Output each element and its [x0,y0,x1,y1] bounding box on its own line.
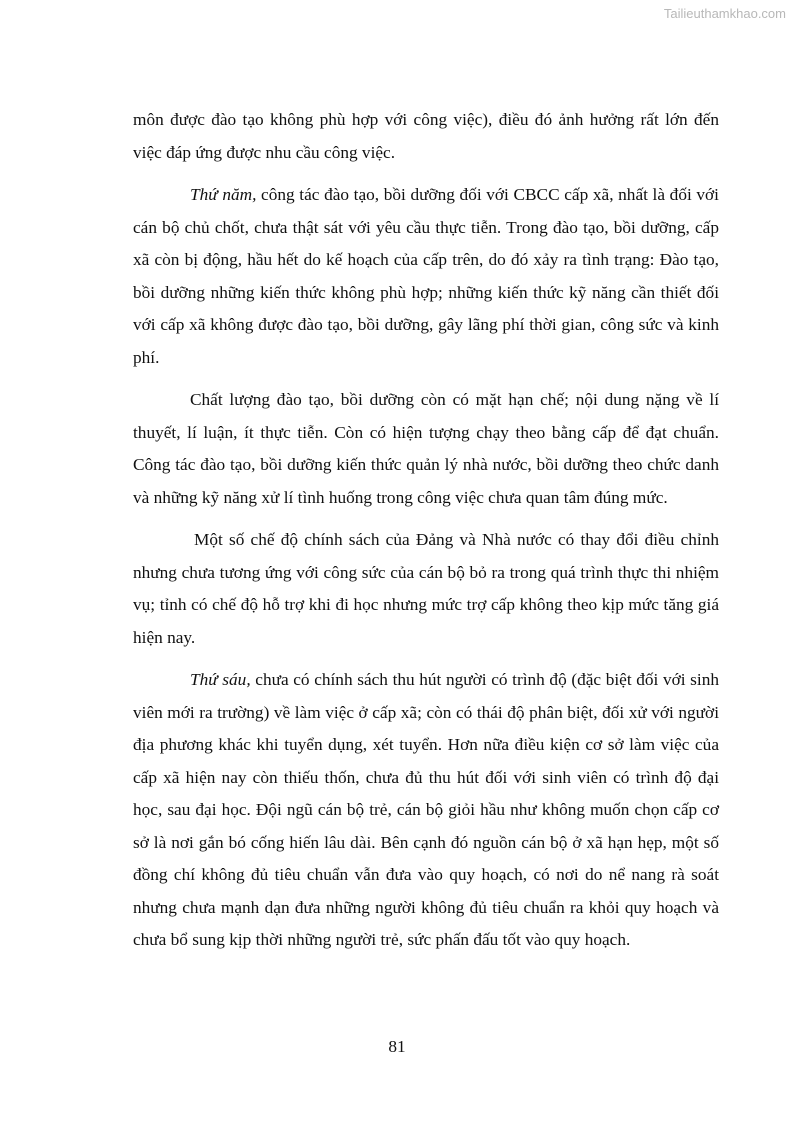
paragraph-2-text: công tác đào tạo, bồi dưỡng đối với CBCC cấp xã, nhất là đối với cán bộ chủ chốt, chưa thật sát với yêu cầu thực tiễn. Trong đào tạo, bồi dưỡng, cấp xã còn bị động, hầu hết do kế hoạch của cấp trên, do đó xảy ra tình trạng: Đào tạo, bồi dưỡng những kiến thức không phù hợp; những kiến thức kỹ năng cần thiết đối với cấp xã không được đào tạo, bồi dưỡng, gây lãng phí thời gian, công sức và kinh phí. [133,185,719,367]
page-number: 81 [388,1037,406,1056]
paragraph-1 [133,104,719,169]
paragraph-3 [133,384,719,514]
paragraph-1-text: môn được đào tạo không phù hợp với công việc), điều đó ảnh hưởng rất lớn đến việc đáp ứng được nhu cầu công việc. [133,110,719,162]
paragraph-5-lead: Thứ sáu, [190,670,251,689]
paragraph-4 [133,524,719,654]
paragraph-2-lead: Thứ năm, [190,185,257,204]
paragraph-5 [133,664,719,957]
paragraph-3-text: Chất lượng đào tạo, bồi dưỡng còn có mặt hạn chế; nội dung nặng về lí thuyết, lí luận, ít thực tiễn. Còn có hiện tượng chạy theo bằng cấp để đạt chuẩn. Công tác đào tạo, bồi dưỡng kiến thức quản lý nhà nước, bồi dưỡng theo chức danh và những kỹ năng xử lí tình huống trong công việc chưa quan tâm đúng mức. [133,390,719,507]
paragraph-5-text: chưa có chính sách thu hút người có trình độ (đặc biệt đối với sinh viên mới ra trường) về làm việc ở cấp xã; còn có thái độ phân biệt, đối xử với người địa phương khác khi tuyển dụng, xét tuyển. Hơn nữa điều kiện cơ sở làm việc của cấp xã hiện nay còn thiếu thốn, chưa đủ thu hút đối với sinh viên có trình độ đại học, sau đại học. Đội ngũ cán bộ trẻ, cán bộ giỏi hầu như không muốn chọn cấp cơ sở là nơi gắn bó cống hiến lâu dài. Bên cạnh đó nguồn cán bộ ở xã hạn hẹp, một số đồng chí không đủ tiêu chuẩn vẫn đưa vào quy hoạch, có nơi do nể nang rà soát nhưng chưa mạnh dạn đưa những người không đủ tiêu chuẩn ra khỏi quy hoạch và chưa bổ sung kịp thời những người trẻ, sức phấn đấu tốt vào quy hoạch. [133,670,719,949]
paragraph-4-text: Một số chế độ chính sách của Đảng và Nhà nước có thay đổi điều chỉnh nhưng chưa tương ứng với công sức của cán bộ bỏ ra trong quá trình thực thi nhiệm vụ; tỉnh có chế độ hỗ trợ khi đi học nhưng mức trợ cấp không theo kịp mức tăng giá hiện nay. [133,530,719,647]
paragraph-2 [133,179,719,374]
document-body [133,104,719,967]
watermark-text: Tailieuthamkhao.com [663,6,786,21]
